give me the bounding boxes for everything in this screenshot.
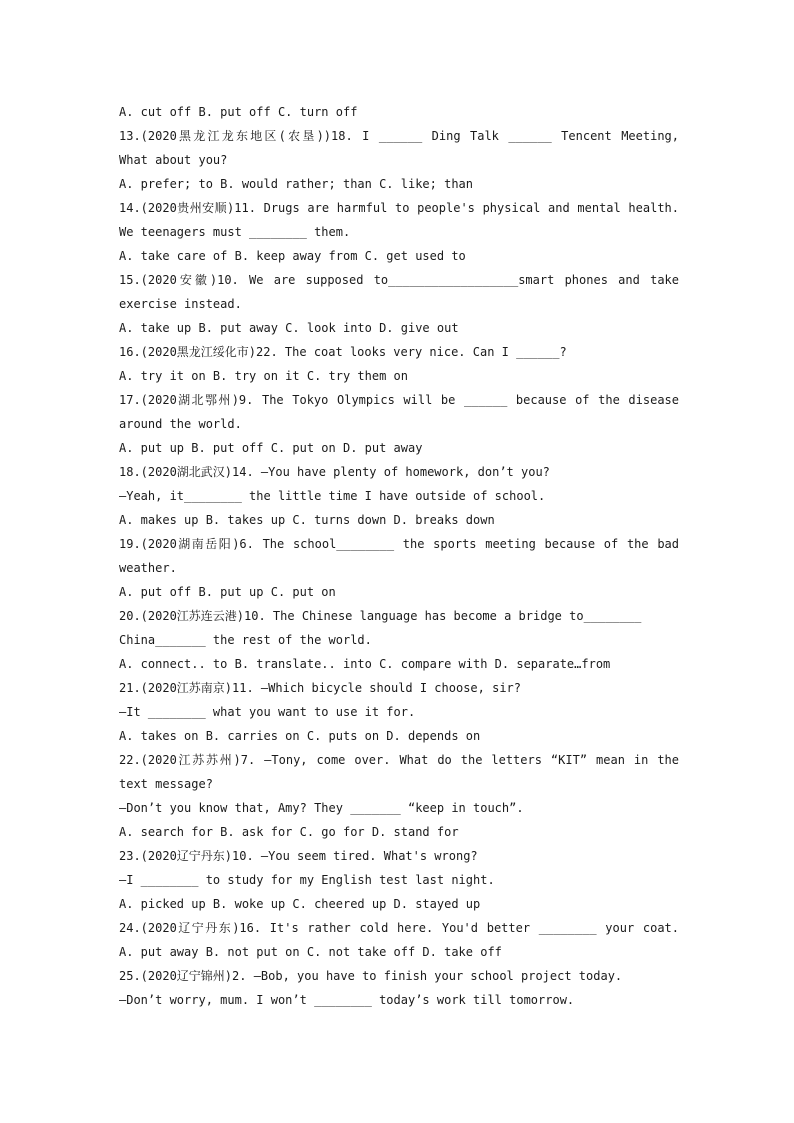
text-line: A. connect.. to B. translate.. into C. compare with D. separate…from	[119, 657, 611, 671]
text-line: What about you?	[119, 153, 228, 167]
text-line: A. search for B. ask for C. go for D. stand for	[119, 825, 459, 839]
text-line: 18.(2020湖北武汉)14. —You have plenty of homework, don’t you?	[119, 465, 550, 479]
document-page	[119, 100, 679, 1012]
text-line: around the world.	[119, 417, 242, 431]
text-line: We teenagers must ________ them.	[119, 225, 351, 239]
text-line: 15.(2020安徽)10. We are supposed to__________________smart phones and take	[119, 273, 679, 287]
text-line: 21.(2020江苏南京)11. —Which bicycle should I choose, sir?	[119, 681, 522, 695]
text-line: A. makes up B. takes up C. turns down D. breaks down	[119, 513, 495, 527]
text-line: China_______ the rest of the world.	[119, 633, 372, 647]
text-line: 17.(2020湖北鄂州)9. The Tokyo Olympics will be ______ because of the disease	[119, 393, 679, 407]
text-line: —Don’t you know that, Amy? They _______ “keep in touch”.	[119, 801, 524, 815]
text-line: A. put off B. put up C. put on	[119, 585, 336, 599]
text-line: A. put away B. not put on C. not take off D. take off	[119, 945, 502, 959]
text-line: 24.(2020辽宁丹东)16. It's rather cold here. You'd better ________ your coat.	[119, 921, 679, 935]
text-line: 22.(2020江苏苏州)7. —Tony, come over. What do the letters “KIT” mean in the	[119, 753, 679, 767]
text-line: exercise instead.	[119, 297, 242, 311]
text-line: A. put up B. put off C. put on D. put away	[119, 441, 423, 455]
text-line: A. cut off B. put off C. turn off	[119, 105, 358, 119]
text-line: A. take care of B. keep away from C. get used to	[119, 249, 466, 263]
text-line: weather.	[119, 561, 177, 575]
text-line: A. picked up B. woke up C. cheered up D. stayed up	[119, 897, 481, 911]
text-line: —Yeah, it________ the little time I have outside of school.	[119, 489, 546, 503]
text-line: 13.(2020黑龙江龙东地区(农垦))18. I ______ Ding Talk ______ Tencent Meeting,	[119, 129, 679, 143]
text-line: 23.(2020辽宁丹东)10. —You seem tired. What's wrong?	[119, 849, 478, 863]
text-line: —Don’t worry, mum. I won’t ________ today’s work till tomorrow.	[119, 993, 575, 1007]
text-line: 25.(2020辽宁锦州)2. —Bob, you have to finish your school project today.	[119, 969, 623, 983]
text-line: 16.(2020黑龙江绥化市)22. The coat looks very nice. Can I ______?	[119, 345, 567, 359]
text-line: —I ________ to study for my English test last night.	[119, 873, 495, 887]
text-line: 20.(2020江苏连云港)10. The Chinese language has become a bridge to________	[119, 609, 642, 623]
text-line: 14.(2020贵州安顺)11. Drugs are harmful to people's physical and mental health.	[119, 201, 679, 215]
text-line: A. try it on B. try on it C. try them on	[119, 369, 408, 383]
text-line: A. prefer; to B. would rather; than C. like; than	[119, 177, 474, 191]
text-line: A. takes on B. carries on C. puts on D. depends on	[119, 729, 481, 743]
text-line: A. take up B. put away C. look into D. give out	[119, 321, 459, 335]
text-line: 19.(2020湖南岳阳)6. The school________ the sports meeting because of the bad	[119, 537, 679, 551]
text-line: —It ________ what you want to use it for.	[119, 705, 416, 719]
text-line: text message?	[119, 777, 213, 791]
